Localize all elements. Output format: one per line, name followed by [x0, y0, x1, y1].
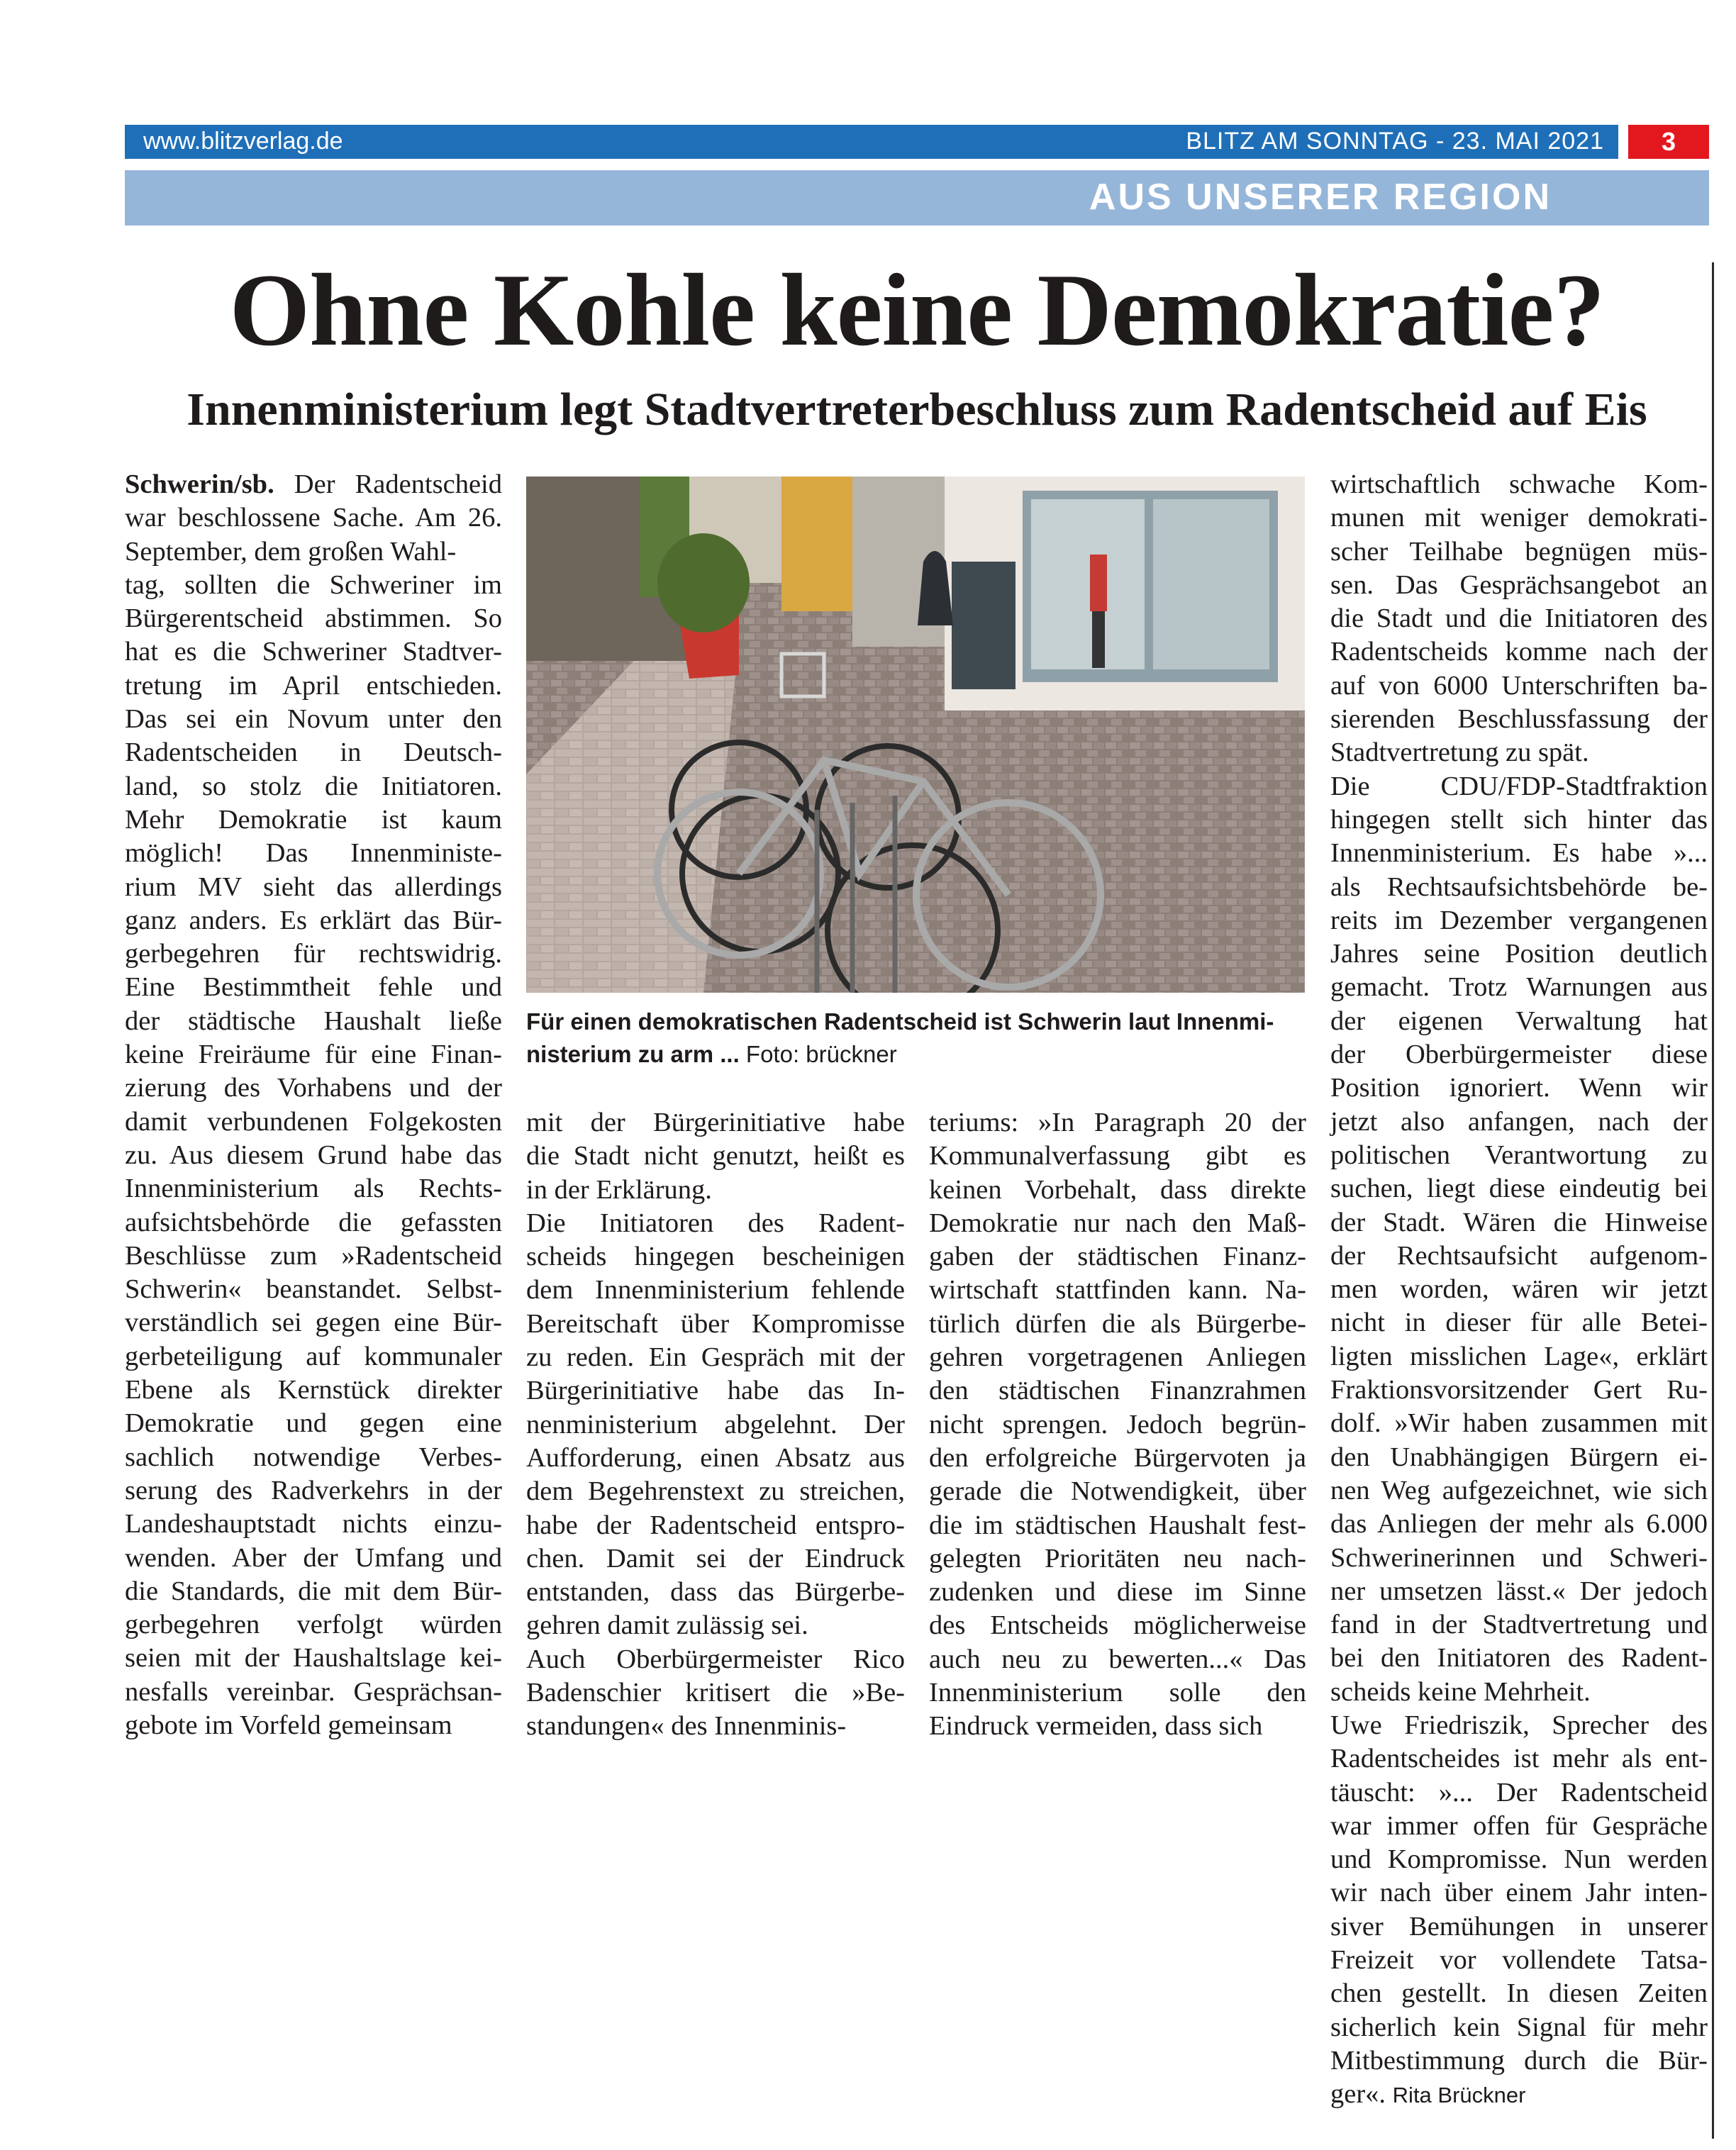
text-line: Bereitschaft über Kompromisse	[526, 1308, 905, 1339]
text-line: gaben der städtischen Finanz-	[929, 1242, 1306, 1272]
text-line: die im städtischen Haushalt fest-	[929, 1510, 1306, 1540]
text-line: men worden, wären wir jetzt	[1330, 1274, 1708, 1305]
text-line: ner umsetzen lässt.« Der jedoch	[1330, 1576, 1708, 1606]
text-line: sierenden Beschlussfassung der	[1330, 704, 1708, 735]
text-line: auch neu zu bewerten...« Das	[929, 1644, 1306, 1674]
text-line: Radentscheiden in Deutsch-	[125, 737, 502, 768]
text-line: rium MV sieht das allerdings	[125, 871, 502, 902]
text-line: sen. Das Gesprächsangebot an	[1330, 569, 1708, 600]
text-line: reits im Dezember vergangenen	[1330, 905, 1708, 935]
text-line: aufsichtsbehörde die gefassten	[125, 1207, 502, 1237]
text-line: gelegten Prioritäten neu nach-	[929, 1543, 1306, 1573]
text-line: war beschlossene Sache. Am 26.	[125, 503, 502, 533]
text-line: zu reden. Ein Gespräch mit der	[526, 1342, 905, 1373]
text-line: der eigenen Verwaltung hat	[1330, 1006, 1708, 1036]
text-line: Badenschier kritisert die »Be-	[526, 1678, 905, 1708]
text-line: türlich dürfen die als Bürgerbe-	[929, 1308, 1306, 1339]
caption-line-2: nisterium zu arm ...	[526, 1041, 740, 1067]
text-line: Beschlüsse zum »Radentscheid	[125, 1240, 502, 1271]
text-line: tag, sollten die Schweriner im	[125, 569, 502, 600]
text-line: wirtschaft stattfinden kann. Na-	[929, 1275, 1306, 1305]
text-line: September, dem großen Wahl-	[125, 536, 457, 567]
text-line: den erfolgreiche Bürgervoten ja	[929, 1442, 1306, 1473]
section-bar	[125, 170, 1709, 225]
author-credit: Rita Brückner	[1392, 2083, 1526, 2108]
text-line: standungen« des Innenminis-	[526, 1711, 847, 1742]
text-line: Mehr Demokratie ist kaum	[125, 804, 502, 835]
article-column-3	[929, 1106, 1306, 1744]
text-line: nenministerium abgelehnt. Der	[526, 1409, 905, 1439]
text-line: nicht sprengen. Jedoch begrün-	[929, 1409, 1306, 1439]
text-line: suchen, liegt diese eindeutig bei	[1330, 1174, 1708, 1204]
column-rule	[1712, 262, 1714, 2139]
text-line: seien mit der Haushaltslage kei-	[125, 1643, 502, 1673]
photo-credit: Foto: brückner	[739, 1041, 897, 1067]
website-url[interactable]: www.blitzverlag.de	[143, 128, 343, 155]
text-line: Jahres seine Position deutlich	[1330, 939, 1708, 969]
text-line: Eine Bestimmtheit fehle und	[125, 972, 502, 1003]
text-line: hingegen stellt sich hinter das	[1330, 804, 1708, 835]
text-line: dolf. »Wir haben zusammen mit	[1330, 1408, 1708, 1439]
text-line: Radentscheides ist mehr als ent-	[1330, 1744, 1708, 1774]
text-line: Aufforderung, einen Absatz aus	[526, 1442, 905, 1473]
text-line: Innenministerium solle den	[929, 1678, 1306, 1708]
text-line: der Oberbürgermeister diese	[1330, 1040, 1708, 1070]
text-line: verständlich sei gegen eine Bür-	[125, 1308, 502, 1338]
text-line: Kommunalverfassung gibt es	[929, 1141, 1306, 1171]
text-line: chen. Damit sei der Eindruck	[526, 1543, 905, 1573]
text-line: gerade die Notwendigkeit, über	[929, 1476, 1306, 1507]
text-line: chen gestellt. In diesen Zeiten	[1330, 1978, 1708, 2009]
caption-line-1: Für einen demokratischen Radentscheid ist Schwerin laut Innenmi-	[526, 1008, 1274, 1035]
text-line: gerbegehren verfolgt würden	[125, 1610, 502, 1640]
text-line: Die Initiatoren des Radent-	[526, 1208, 905, 1238]
article-headline: Ohne Kohle keine Demokratie?	[229, 252, 1605, 367]
text-line: Radentscheids komme nach der	[1330, 637, 1708, 667]
text-line: gebote im Vorfeld gemeinsam	[125, 1710, 452, 1740]
text-line: nen Weg aufgezeichnet, wie sich	[1330, 1475, 1708, 1505]
text-line: fand in der Stadtvertretung und	[1330, 1610, 1708, 1640]
text-line: mit der Bürgerinitiative habe	[526, 1108, 905, 1137]
bicycles-street-image	[526, 477, 1305, 993]
text-line: den Unabhängigen Bürgern ei-	[1330, 1442, 1708, 1472]
text-line: Fraktionsvorsitzender Gert Ru-	[1330, 1375, 1708, 1405]
text-line: ligten misslichen Lage«, erklärt	[1330, 1341, 1708, 1371]
text-line: der städtische Haushalt ließe	[125, 1006, 502, 1036]
text-line: Uwe Friedriszik, Sprecher des	[1330, 1710, 1708, 1740]
text-line: den städtischen Finanzrahmen	[929, 1376, 1306, 1406]
text-line: möglich! Das Innenministe-	[125, 838, 502, 869]
text-line: die Stadt und die Initiatoren des	[1330, 603, 1708, 634]
text-line: Bürgerinitiative habe das In-	[526, 1376, 905, 1406]
text-line: Landeshauptstadt nichts einzu-	[125, 1509, 502, 1539]
text-line: munen mit weniger demokrati-	[1330, 503, 1708, 533]
dateline: Schwerin/sb.	[125, 469, 274, 499]
text-line: und Kompromisse. Nun werden	[1330, 1844, 1708, 1875]
text-line: entstanden, dass das Bürgerbe-	[526, 1577, 905, 1608]
text-line: land, so stolz die Initiatoren.	[125, 771, 502, 801]
text-line: Demokratie nur nach den Maß-	[929, 1208, 1306, 1238]
text-line: zu. Aus diesem Grund habe das	[125, 1140, 502, 1170]
text-line: Die CDU/FDP-Stadtfraktion	[1330, 771, 1708, 801]
text-line: zudenken und diese im Sinne	[929, 1577, 1306, 1608]
text-line: sicherlich kein Signal für mehr	[1330, 2012, 1708, 2042]
text-line: scheids keine Mehrheit.	[1330, 1676, 1591, 1707]
text-line: dem Begehrenstext zu streichen,	[526, 1476, 905, 1507]
text-line: politischen Verantwortung zu	[1330, 1140, 1708, 1170]
text-line: der Rechtsaufsicht aufgenom-	[1330, 1240, 1708, 1271]
text-line: Position ignoriert. Wenn wir	[1330, 1073, 1708, 1103]
text-line: die Stadt nicht genutzt, heißt es	[526, 1141, 905, 1171]
text-line: scher Teilhabe begnügen müs-	[1330, 536, 1708, 567]
text-line: habe der Radentscheid entspro-	[526, 1510, 905, 1540]
text-line: damit verbundenen Folgekosten	[125, 1106, 502, 1137]
header-bar	[125, 125, 1618, 159]
text-line: teriums: »In Paragraph 20 der	[929, 1108, 1306, 1137]
text-line: ger«. Rita Brückner	[1330, 2079, 1526, 2110]
text-line: siver Bemühungen in unserer	[1330, 1911, 1708, 1942]
text-line: Auch Oberbürgermeister Rico	[526, 1644, 905, 1674]
text-line: serung des Radverkehrs in der	[125, 1475, 502, 1505]
article-column-2	[526, 1106, 905, 1744]
text-line: war immer offen für Gespräche	[1330, 1810, 1708, 1841]
text-line: sachlich notwendige Verbes-	[125, 1442, 502, 1472]
article-photo	[526, 477, 1305, 993]
text-line: das Anliegen der mehr als 6.000	[1330, 1509, 1708, 1539]
section-title: AUS UNSERER REGION	[1089, 177, 1552, 218]
text-line: hat es die Schweriner Stadtver-	[125, 637, 502, 667]
text-line: die Standards, die mit dem Bür-	[125, 1576, 502, 1606]
text-line: gemacht. Trotz Warnungen aus	[1330, 972, 1708, 1003]
text-line: Mitbestimmung durch die Bür-	[1330, 2045, 1708, 2076]
photo-caption	[526, 1006, 1306, 1071]
text-line: in der Erklärung.	[526, 1174, 712, 1205]
text-line: wenden. Aber der Umfang und	[125, 1542, 502, 1573]
text-line: gerbeteiligung auf kommunaler	[125, 1341, 502, 1371]
text-line: Schwerinerinnen und Schweri-	[1330, 1542, 1708, 1573]
text-line: Schwerin« beanstandet. Selbst-	[125, 1274, 502, 1305]
text-line: gerbegehren für rechtswidrig.	[125, 939, 502, 969]
text-line: Demokratie und gegen eine	[125, 1408, 502, 1439]
text-line: Das sei ein Novum unter den	[125, 704, 502, 735]
text-line: nesfalls vereinbar. Gesprächsan-	[125, 1676, 502, 1707]
text-line: Stadtvertretung zu spät.	[1330, 737, 1589, 768]
text-line: Freizeit vor vollendete Tatsa-	[1330, 1945, 1708, 1976]
text-line: jetzt also anfangen, nach der	[1330, 1106, 1708, 1137]
text-line: Schwerin/sb. Der Radentscheid	[125, 469, 502, 499]
text-line: tretung im April entschieden.	[125, 670, 502, 701]
text-line: ganz anders. Es erklärt das Bür-	[125, 905, 502, 935]
text-line: Ebene als Kernstück direkter	[125, 1375, 502, 1405]
text-line: Innenministerium als Rechts-	[125, 1174, 502, 1204]
text-line: gehren damit zulässig sei.	[526, 1610, 808, 1641]
text-line: gehren vorgetragenen Anliegen	[929, 1342, 1306, 1373]
text-line: der Stadt. Wären die Hinweise	[1330, 1207, 1708, 1237]
text-line: keine Freiräume für eine Finan-	[125, 1040, 502, 1070]
text-line: bei den Initiatoren des Radent-	[1330, 1643, 1708, 1673]
text-line: Innenministerium. Es habe »...	[1330, 838, 1708, 869]
text-line: auf von 6000 Unterschriften ba-	[1330, 670, 1708, 701]
text-line: als Rechtsaufsichtsbehörde be-	[1330, 871, 1708, 902]
text-line: nicht in dieser für alle Betei-	[1330, 1308, 1708, 1338]
text-line: wirtschaftlich schwache Kom-	[1330, 469, 1708, 499]
text-line: wir nach über einem Jahr inten-	[1330, 1878, 1708, 1908]
text-line: scheids hingegen bescheinigen	[526, 1242, 905, 1272]
text-line: täuscht: »... Der Radentscheid	[1330, 1777, 1708, 1808]
issue-info: BLITZ AM SONNTAG - 23. MAI 2021	[1186, 128, 1604, 155]
article-column-1	[125, 468, 502, 1742]
page-number: 3	[1628, 125, 1709, 159]
text-line: zierung des Vorhabens und der	[125, 1073, 502, 1103]
text-line: dem Innenministerium fehlende	[526, 1275, 905, 1305]
text-line: des Entscheids möglicherweise	[929, 1610, 1306, 1641]
text-line: Bürgerentscheid abstimmen. So	[125, 603, 502, 634]
article-subheadline: Innenministerium legt Stadtvertreterbeschluss zum Radentscheid auf Eis	[187, 384, 1647, 435]
text-line: Eindruck vermeiden, dass sich	[929, 1711, 1263, 1742]
text-line: keinen Vorbehalt, dass direkte	[929, 1174, 1306, 1205]
article-column-4	[1330, 468, 1708, 2112]
